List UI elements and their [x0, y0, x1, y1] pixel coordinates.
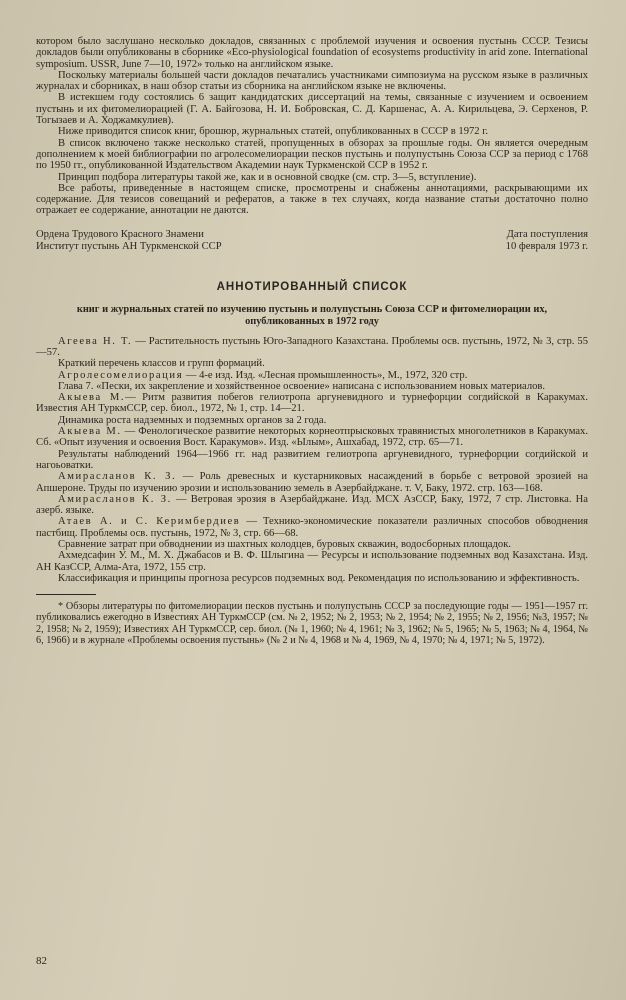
institution-line-2: Институт пустынь АН Туркменской ССР — [36, 240, 222, 252]
entry-author: Ахмедсафин У. М., М. Х. Джабасов и В. Ф. Шлыгина — [58, 550, 305, 562]
bibliography-list — [36, 336, 588, 585]
list-subheading: книг и журнальных статей по изучению пустынь и полупустынь Союза ССР и фитомелиорации их, опубликованных в 1972 году — [76, 303, 548, 327]
entry-annotation: Сравнение затрат при обводнении из шахтных колодцев, буровых скважин, водосборных площадок. — [58, 538, 511, 550]
intro-paragraph-5: В список включено также несколько статей, пропущенных в обзорах за прошлые годы. Он является очередным дополнением к моей библиографии по агролесомелиорации песков пустынь и полупустынь Союза ССР за период с 1768 по 1950 гг., опубликованной Издательством Академии наук Туркменской ССР в 1952 г. — [36, 137, 588, 172]
bibliography-entry — [36, 494, 588, 517]
entry-annotation: Классификация и принципы прогноза ресурсов подземных вод. Рекомендация по использованию и эффективность. — [58, 572, 580, 584]
bibliography-entry — [36, 426, 588, 471]
entry-annotation: Динамика роста надземных и подземных органов за 2 года. — [58, 414, 327, 426]
entry-citation: — Роль древесных и кустарниковых насаждений в борьбе с ветровой эрозией на Апшероне. Труды по изучению эрозии и использованию земель в Азербайджане. т. V, Баку, 1972. стр. 163—168. — [36, 471, 588, 494]
entry-author: Амирасланов К. З. — [58, 471, 177, 483]
bibliography-entry — [36, 471, 588, 494]
entry-annotation: Краткий перечень классов и групп формаций. — [58, 358, 265, 370]
footnote-divider — [36, 594, 96, 595]
entry-citation: — 4-е изд. Изд. «Лесная промышленность», М., 1972, 320 стр. — [183, 369, 468, 381]
page-text — [36, 36, 588, 646]
entry-citation: — Ресурсы и использование подземных вод Казахстана. Изд. АН КазССР, Алма-Ата, 1972, 155 стр. — [36, 550, 588, 573]
signature-block — [36, 229, 588, 253]
entry-citation: — Растительность пустынь Юго-Западного Казахстана. Проблемы осв. пустынь, 1972, № 3, стр. 55—57. — [36, 335, 588, 358]
bibliography-entry — [36, 392, 588, 426]
bibliography-entry — [36, 550, 588, 584]
entry-author: Амирасланов К. З. — [58, 493, 172, 505]
entry-author: Атаев А. и С. Керимбердиев — [58, 516, 241, 528]
intro-paragraph-2: Поскольку материалы большей части докладов печатались участниками симпозиума на русском языке в различных журналах и сборниках, в наш обзор статьи из сборника на английском языке не включены. — [36, 69, 588, 93]
bibliography-entry — [36, 370, 588, 393]
receipt-date-value: 10 февраля 1973 г. — [505, 240, 588, 252]
entry-citation: — Фенологическое развитие некоторых корнеотпрысковых травянистых многолетников в Каракумах. Сб. «Опыт изучения и освоения Вост. Каракумов». Изд. «Ылым», Ашхабад, 1972, стр. 65—71. — [36, 426, 588, 449]
page-number: 82 — [36, 955, 47, 967]
intro-paragraph-1: котором было заслушано несколько докладов, связанных с проблемой изучения и освоения пустынь СССР. Тезисы докладов были опубликованы в сборнике «Eco-physiological foundation of ecosystems productivity in arid zone. International symposium. USSR, June 7—10, 1972» только на английском языке. — [36, 36, 588, 70]
list-heading: АННОТИРОВАННЫЙ СПИСОК — [216, 281, 408, 294]
entry-citation: — Ветровая эрозия в Азербайджане. Изд. МСХ АзССР, Баку, 1972, 7 стр. Листовка. На азерб. языке. — [36, 493, 588, 517]
entry-author: Агролесомелиорация — [58, 369, 184, 381]
entry-annotation: Глава 7. «Пески, их закрепление и хозяйственное освоение» написана с использованием новых материалов. — [58, 380, 546, 392]
entry-citation: — Ритм развития побегов гелиотропа аргуневидного и турнефорции согдийской в Каракумах. Известия АН ТуркмССР, сер. биол., 1972, № 1, стр. 14—21. — [36, 392, 588, 415]
institution — [36, 229, 222, 253]
bibliography-entry — [36, 516, 588, 550]
intro-paragraph-4: Ниже приводится список книг, брошюр, журнальных статей, опубликованных в СССР в 1972 г. — [58, 126, 489, 138]
bibliography-entry — [36, 336, 588, 370]
intro-paragraph-7: Все работы, приведенные в настоящем списке, просмотрены и снабжены аннотациями, раскрывающими их содержание. Для тезисов совещаний и рефератов, а также в тех случаях, когда название статьи достаточно полно отражает ее содержание, аннотации не даются. — [36, 182, 588, 217]
entry-annotation: Результаты наблюдений 1964—1966 гг. над развитием гелиотропа аргуневидного, турнефорции согдийской и нагоьоватки. — [36, 448, 588, 471]
receipt-date-label: Дата поступления — [506, 228, 588, 240]
entry-author: Акыева М. — [58, 392, 126, 404]
institution-line-1: Ордена Трудового Красного Знамени — [36, 228, 204, 240]
footnote: * Обзоры литературы по фитомелиорации песков пустынь и полупустынь СССР за последующие годы — 1951—1957 гг. публиковались ежегодно в Известиях АН ТуркмССР (см. № 2, 1952; № 2, 1953; № 2, 1954; № 2, 1955; № 2, 1956; №3, 1957; № 2, 1958; № 2, 1959); Известиях АН ТуркмССР, сер. биол. (№ 1, 1960; № 4, 1961; № 3, 1962; № 5, 1965; № 5, 1963; № 4, 1964, № 6, 1966) и в журнале «Проблемы освоения пустынь» (№ 2 и № 4, 1968 и № 4, 1969, № 4, 1970; № 4, 1971; № 5, 1972). — [36, 601, 588, 646]
receipt-date — [506, 229, 588, 253]
entry-author: Агеева Н. Т. — [58, 335, 133, 347]
intro-paragraph-3: В истекшем году состоялись 6 защит кандидатских диссертаций на темы, связанные с изучением и освоением пустынь и их фитомелиорацией (Г. А. Байгозова, Н. И. Бобровская, С. Д. Каршенас, А. А. Кирильцева, Э. Серхенов, Р. Тогызаев и А. Ходжамкулиев). — [36, 92, 588, 127]
entry-citation: — Технико-экономические показатели различных способов обводнения пастбищ. Проблемы осв. пустынь, 1972, № 3, стр. 66—68. — [36, 516, 588, 539]
intro-paragraph-6: Принцип подбора литературы такой же, как и в основной сводке (см. стр. 3—5, вступление). — [58, 171, 477, 183]
entry-author: Акыева М. — [58, 426, 122, 438]
